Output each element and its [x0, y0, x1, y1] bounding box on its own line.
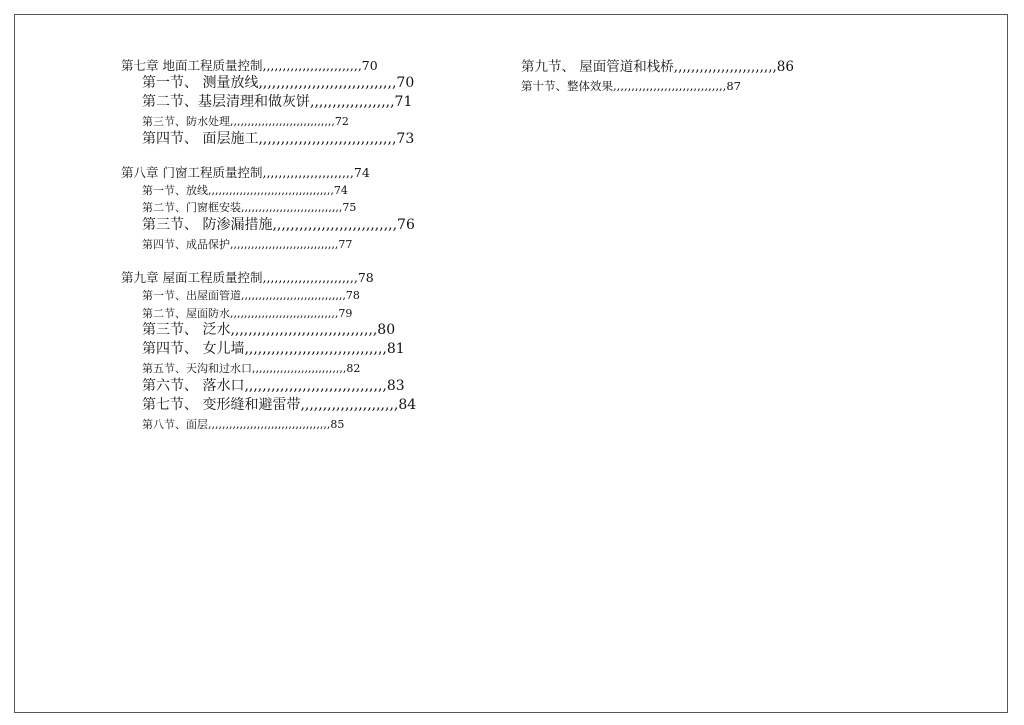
toc-chapter-8: 第八章 门窗工程质量控制,,,,,,,,,,,,,,,,,,,,,,,74 — [121, 164, 370, 180]
toc-section-9-5: 第五节、天沟和过水口,,,,,,,,,,,,,,,,,,,,,,,,,,,82 — [142, 362, 361, 375]
toc-section-9-3: 第三节、 泛水,,,,,,,,,,,,,,,,,,,,,,,,,,,,,,,,,80 — [142, 322, 396, 338]
toc-chapter-7: 第七章 地面工程质量控制,,,,,,,,,,,,,,,,,,,,,,,,,70 — [121, 58, 378, 73]
toc-section-9-2: 第二节、屋面防水,,,,,,,,,,,,,,,,,,,,,,,,,,,,,,,79 — [142, 306, 353, 320]
toc-section-9-4: 第四节、 女儿墙,,,,,,,,,,,,,,,,,,,,,,,,,,,,,,,,81 — [142, 341, 405, 357]
toc-section-9-9: 第九节、 屋面管道和栈桥,,,,,,,,,,,,,,,,,,,,,,,,86 — [521, 59, 794, 75]
toc-chapter-9: 第九章 屋面工程质量控制,,,,,,,,,,,,,,,,,,,,,,,,78 — [121, 270, 374, 285]
toc-section-8-4: 第四节、成品保护,,,,,,,,,,,,,,,,,,,,,,,,,,,,,,,77 — [142, 237, 353, 251]
toc-section-9-10: 第十节、整体效果,,,,,,,,,,,,,,,,,,,,,,,,,,,,,,,87 — [521, 79, 741, 93]
toc-section-9-1: 第一节、出屋面管道,,,,,,,,,,,,,,,,,,,,,,,,,,,,,,78 — [142, 289, 360, 302]
toc-right-column — [521, 57, 861, 95]
toc-section-9-8: 第八节、面层,,,,,,,,,,,,,,,,,,,,,,,,,,,,,,,,,,,85 — [142, 417, 345, 431]
toc-section-9-6: 第六节、 落水口,,,,,,,,,,,,,,,,,,,,,,,,,,,,,,,,83 — [142, 377, 405, 394]
toc-section-8-2: 第二节、门窗框安装,,,,,,,,,,,,,,,,,,,,,,,,,,,,,75 — [142, 201, 357, 214]
page-frame — [14, 14, 1008, 713]
toc-section-8-3: 第三节、 防渗漏措施,,,,,,,,,,,,,,,,,,,,,,,,,,,,76 — [142, 216, 415, 233]
toc-section-9-7: 第七节、 变形缝和避雷带,,,,,,,,,,,,,,,,,,,,,,84 — [142, 396, 417, 413]
toc-section-8-1: 第一节、放线,,,,,,,,,,,,,,,,,,,,,,,,,,,,,,,,,,,,74 — [142, 183, 348, 197]
toc-section-7-4: 第四节、 面层施工,,,,,,,,,,,,,,,,,,,,,,,,,,,,,,,73 — [142, 130, 415, 147]
toc-section-7-2: 第二节、基层清理和做灰饼,,,,,,,,,,,,,,,,,,,71 — [142, 94, 413, 110]
toc-section-7-1: 第一节、 测量放线,,,,,,,,,,,,,,,,,,,,,,,,,,,,,,,70 — [142, 75, 415, 91]
toc-left-column — [121, 57, 451, 433]
toc-section-7-3: 第三节、防水处理,,,,,,,,,,,,,,,,,,,,,,,,,,,,,,72 — [142, 115, 349, 128]
